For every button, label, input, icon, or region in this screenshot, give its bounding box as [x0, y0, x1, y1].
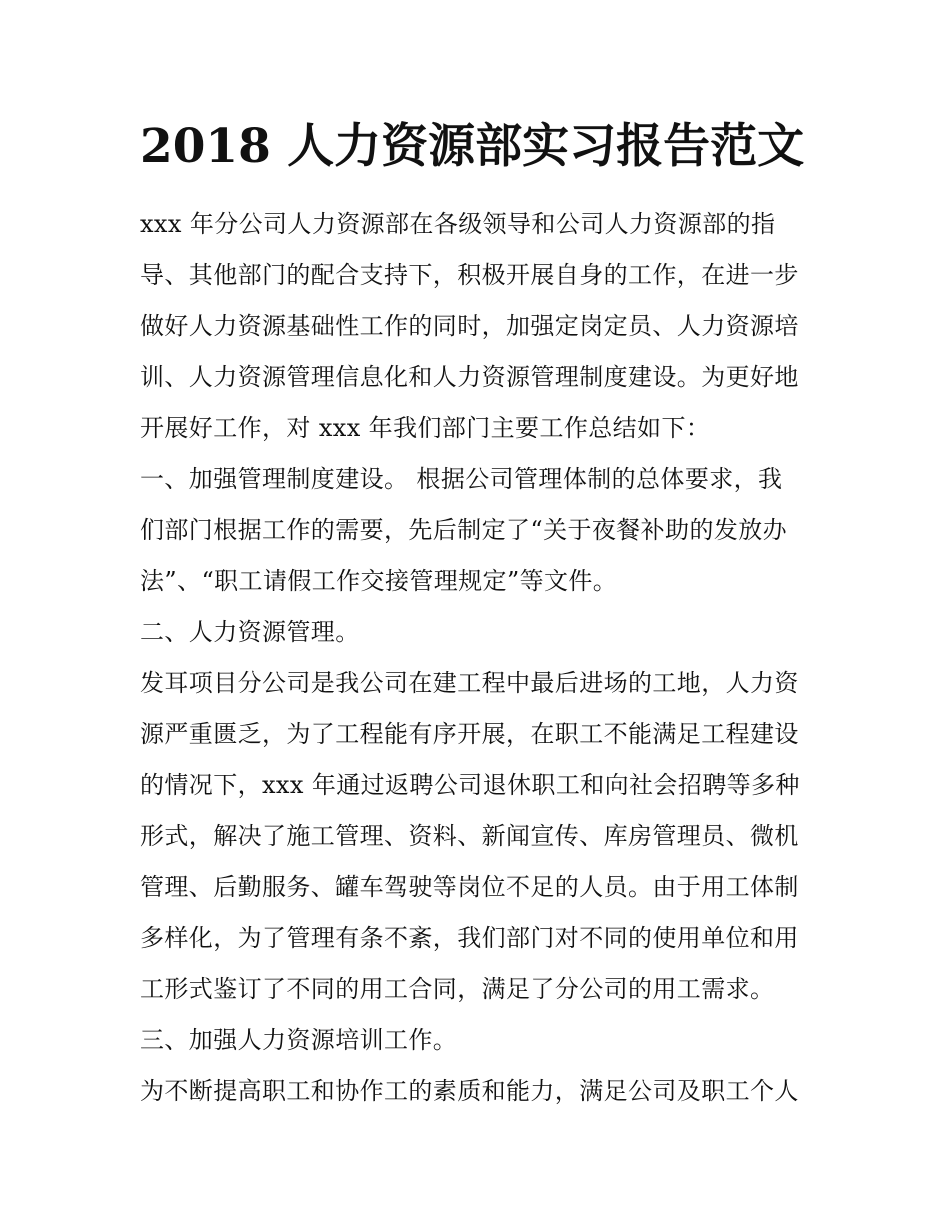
text-line: 二、人力资源管理。 [140, 618, 360, 646]
text-line: 训、人力资源管理信息化和人力资源管理制度建设。为更好地 [140, 363, 799, 391]
paragraph-intro [140, 199, 830, 454]
text-line: 做好人力资源基础性工作的同时，加强定岗定员、人力资源培 [140, 312, 799, 340]
text-line: 法”、“职工请假工作交接管理规定”等文件。 [140, 567, 618, 595]
section-heading-2 [140, 607, 830, 658]
text-line: xxx 年分公司人力资源部在各级领导和公司人力资源部的指 [140, 210, 776, 238]
text-line: 多样化，为了管理有条不紊，我们部门对不同的使用单位和用 [140, 924, 799, 952]
text-line: 一、加强管理制度建设。 根据公司管理体制的总体要求，我 [140, 465, 783, 493]
text-line: 导、其他部门的配合支持下，积极开展自身的工作，在进一步 [140, 261, 799, 289]
text-line: 工形式鉴订了不同的用工合同，满足了分公司的用工需求。 [140, 975, 775, 1003]
text-line: 开展好工作，对 xxx 年我们部门主要工作总结如下： [140, 414, 711, 442]
text-line: 们部门根据工作的需要，先后制定了“关于夜餐补助的发放办 [140, 516, 788, 544]
text-line: 为不断提高职工和协作工的素质和能力，满足公司及职工个人 [140, 1077, 799, 1105]
text-line: 管理、后勤服务、罐车驾驶等岗位不足的人员。由于用工体制 [140, 873, 799, 901]
document-title: 2018 人力资源部实习报告范文 [140, 119, 805, 174]
text-line: 三、加强人力资源培训工作。 [140, 1026, 458, 1054]
paragraph-section-3 [140, 1066, 830, 1117]
text-line: 源严重匮乏，为了工程能有序开展，在职工不能满足工程建设 [140, 720, 799, 748]
paragraph-section-2 [140, 658, 830, 1015]
text-line: 发耳项目分公司是我公司在建工程中最后进场的工地，人力资 [140, 669, 799, 697]
text-line: 的情况下，xxx 年通过返聘公司退休职工和向社会招聘等多种 [140, 771, 800, 799]
text-line: 形式，解决了施工管理、资料、新闻宣传、库房管理员、微机 [140, 822, 799, 850]
section-heading-3 [140, 1015, 830, 1066]
document-body [140, 199, 830, 1117]
paragraph-section-1 [140, 454, 830, 607]
